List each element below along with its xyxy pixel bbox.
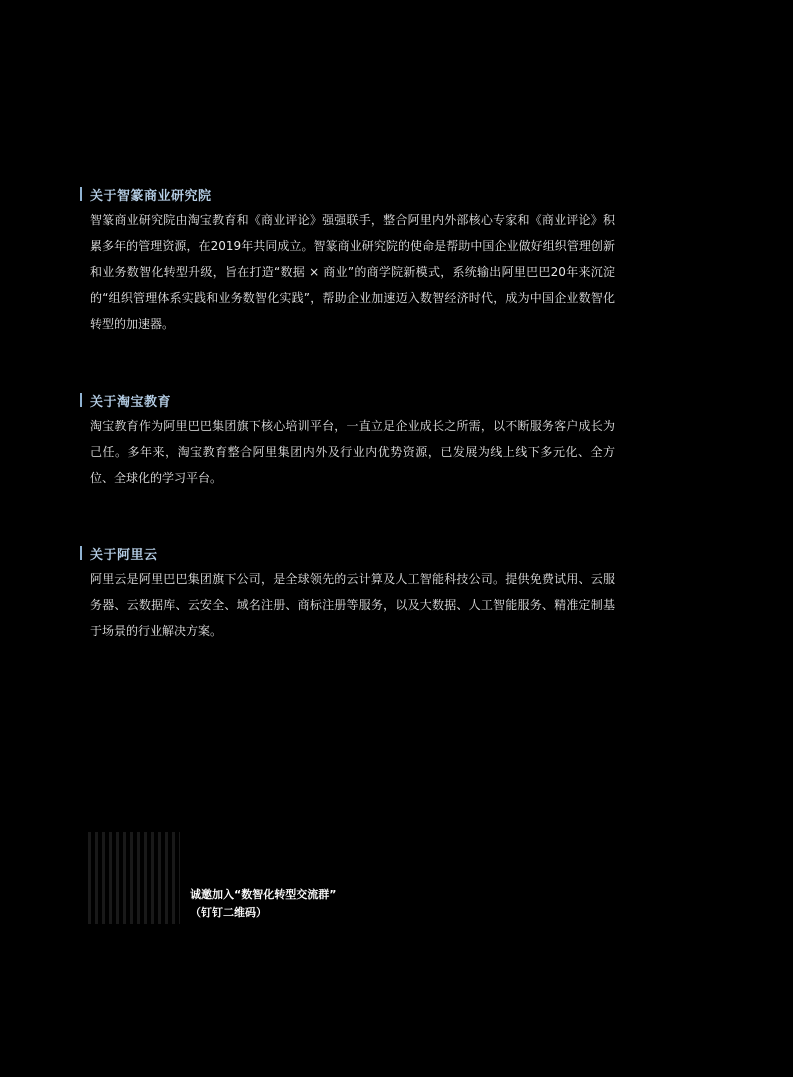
section-header [80, 543, 620, 563]
section-body: 淘宝教育作为阿里巴巴集团旗下核心培训平台，一直立足企业成长之所需，以不断服务客户成长为己任。多年来，淘宝教育整合阿里集团内外及行业内优势资源，已发展为线上线下多元化、全方位、全球化的学习平台。 [90, 419, 615, 485]
accent-bar [80, 187, 82, 201]
accent-bar [80, 546, 82, 560]
qr-caption [190, 886, 336, 922]
section-body: 阿里云是阿里巴巴集团旗下公司，是全球领先的云计算及人工智能科技公司。提供免费试用、云服务器、云数据库、云安全、域名注册、商标注册等服务，以及大数据、人工智能服务、精准定制基于场景的行业解决方案。 [90, 572, 615, 638]
qr-code-icon[interactable] [88, 832, 180, 924]
section-about-taobao-education [80, 390, 620, 491]
qr-invite-block [88, 832, 336, 924]
section-title: 关于淘宝教育 [90, 394, 172, 410]
section-body: 智篆商业研究院由淘宝教育和《商业评论》强强联手，整合阿里内外部核心专家和《商业评论》积累多年的管理资源，在2019年共同成立。智篆商业研究院的使命是帮助中国企业做好组织管理创新和业务数智化转型升级，旨在打造“数据 × 商业”的商学院新模式，系统输出阿里巴巴20年来沉淀的“组织管理体系实践和业务数智化实践”，帮助企业加速迈入数智经济时代，成为中国企业数智化转型的加速器。 [90, 213, 615, 331]
section-about-aliyun [80, 543, 620, 644]
qr-caption-line2: （钉钉二维码） [190, 906, 267, 919]
section-header [80, 184, 620, 204]
section-about-zhizhuan [80, 184, 620, 337]
accent-bar [80, 393, 82, 407]
section-title: 关于阿里云 [90, 547, 158, 563]
qr-caption-line1: 诚邀加入“数智化转型交流群” [190, 888, 337, 901]
section-header [80, 390, 620, 410]
section-title: 关于智篆商业研究院 [90, 188, 212, 204]
